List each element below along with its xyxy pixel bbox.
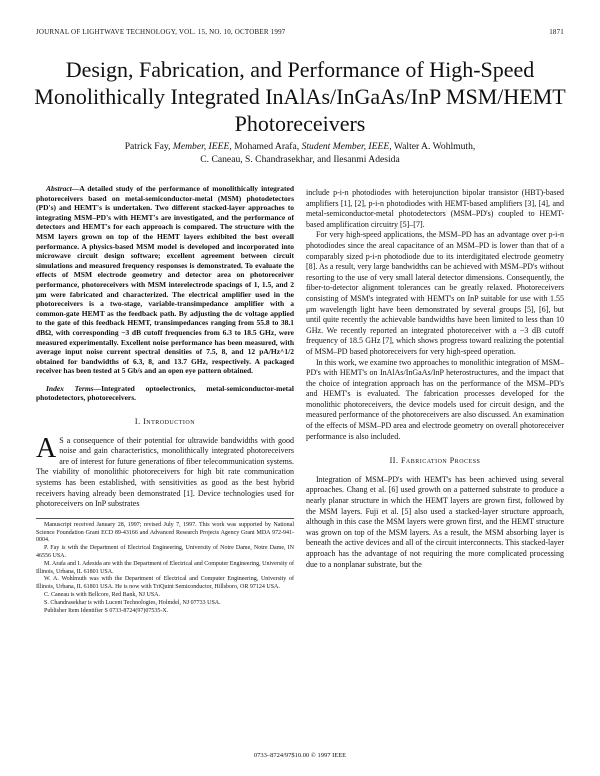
footnote: Publisher Item Identifier S 0733-8724(97)07535-X. [44, 607, 169, 614]
abstract-label: Abstract— [46, 184, 80, 193]
section-heading-fabrication: II. Fabrication Process [389, 456, 481, 466]
author-arafa: Mohamed Arafa, [234, 141, 300, 152]
body-paragraph: Integration of MSM–PD's with HEMT's has been achieved using several approaches. Chang et al. [6] used growth on a patterned substrate to produce a nearly planar structure in which the HEMT layers are grown first, followed by the MSM layers. Fuji et al. [5] also used a stacked-layer structure approach, although in this case the MSM layers were grown first, and the HEMT structure was grown on top of the MSM layers. As a result, the MSM absorbing layer is beneath the active devices and all of the circuit interconnects. This stacked-layer approach has the advantage of not requiring the more complicated processing due to a nonplanar substrate, but the [306, 474, 564, 569]
footnote: Manuscript received January 28, 1997; revised July 7, 1997. This work was supported by National Science Foundation Grant ECD 89-43166 and Advanced Research Projects Agency Grant MDA 972-941-0004. [36, 521, 294, 544]
intro-paragraph [36, 432, 294, 510]
author-role: Student Member, IEEE, [301, 141, 392, 152]
index-terms-text: Integrated optoelectronics, metal-semiconductor-metal photodetectors, photoreceivers. [36, 383, 294, 403]
footnote: W. A. Wohlmuth was with the Department of Electrical and Computer Engineering, University of Illinois, Urbana, IL 61801 USA. He is now with TriQuint Semiconductor, Hillsboro, OR 97124 USA. [36, 576, 294, 591]
author-wohlmuth: Walter A. Wohlmuth, [393, 141, 476, 152]
body-paragraph: In this work, we examine two approaches to monolithic integration of MSM–PD's with HEMT's on InAlAs/InGaAs/InP heterostructures, and the impact that the choice of integration approach has on the performance of the MSM–PD's and HEMT's is evaluated. The fabrication processes developed for the monolithic photoreceivers, the device models used for circuit design, and the measured performance of the photoreceivers are also discussed. An examination of the effects of MSM–PD area and electrode geometry on overall photoreceiver performance is also included. [306, 357, 564, 441]
body-paragraph: For very high-speed applications, the MSM–PD has an advantage over p-i-n photodiodes since the areal capacitance of an MSM–PD is lower than that of a comparably sized p-i-n photodiode due to its interdigitated electrode geometry [8]. As a result, very large bandwidths can be achieved with MSM–PD's without resorting to the use of very small lateral detector dimensions. Consequently, the fiber-to-detector alignment tolerances can be greatly relaxed. Photoreceivers consisting of MSM's integrated with HEMT's on InP suitable for use with 1.55 μm wavelength light have been demonstrated by several groups [5], [6], but until quite recently the achievable bandwidths have been limited to less than 10 GHz. We recently reported an integrated photoreceiver with a −3 dB cutoff frequency of 18.5 GHz [7], which shows progress toward realizing the potential of MSM–PD based photoreceivers for very high-speed operation. [306, 230, 564, 356]
footnotes [36, 518, 294, 616]
index-terms-label: Index Terms— [46, 383, 102, 393]
paper-title: Design, Fabrication, and Performance of High-Speed Monolithically Integrated InAlAs/InGaAs/InP MSM/HEMT Photoreceivers [34, 57, 566, 136]
abstract [36, 184, 294, 376]
journal-name: JOURNAL OF LIGHTWAVE TECHNOLOGY, VOL. 15, NO. 10, OCTOBER 1997 [36, 28, 286, 36]
footnote: P. Fay is with the Department of Electrical Engineering, University of Notre Dame, Notre Dame, IN 46556 USA. [36, 545, 294, 559]
author-line-2: C. Caneau, S. Chandrasekhar, and Ilesanmi Adesida [200, 154, 400, 165]
body-paragraph: include p-i-n photodiodes with heterojunction bipolar transistor (HBT)-based amplifiers [1], [2], p-i-n photodiodes with HEMT-based amplifiers [3], [4], and metal-semiconductor-metal photodetectors (MSM–PD's) coupled to HEMT-based amplification circuitry [5]–[7]. [306, 188, 564, 229]
author-block [30, 140, 570, 166]
drop-cap: A [36, 432, 57, 464]
author-line-1 [30, 140, 570, 153]
page-number: 1871 [549, 28, 564, 36]
author-role: Member, IEEE, [172, 141, 232, 152]
running-header [36, 28, 564, 36]
abstract-text: A detailed study of the performance of monolithically integrated photoreceivers based on metal-semiconductor-metal (MSM) photodetectors (PD's) and HEMT's is undertaken. Two different stacked-layer approaches to integrating MSM–PD's with HEMT's are investigated, and the performance of detectors and HEMT's for each approach is compared. The structure with the MSM layers grown on top of the HEMT layers exhibited the best overall performance. A physics-based MSM model is developed and incorporated into microwave circuit design software; excellent agreement between circuit simulations and measured frequency responses is demonstrated. To evaluate the effects of MSM electrode geometry and detector area on photoreceiver performance, photoreceivers with MSM interelectrode spacings of 1, 1.5, and 2 μm were fabricated and characterized. The electrical amplifier used in the photoreceivers is a two-stage, variable-transimpedance amplifier with a common-gate HEMT as the feedback path. By adjusting the dc voltage applied to the gate of this feedback HEMT, transimpedances ranging from 55.8 to 38.1 dBΩ, with corresponding −3 dB cutoff frequencies from 6.3 to 18.5 GHz, were measured experimentally. Excellent noise performance has been measured, with average input noise current spectral densities of 7.5, 8, and 12 pA/Hz^1/2 obtained for bandwidths of 6.3, 8, and 13.7 GHz, respectively. A packaged receiver has been tested at 5 Gb/s and an open eye pattern obtained. [36, 184, 294, 376]
section-heading-intro: I. Introduction [134, 417, 196, 427]
author-fay: Patrick Fay, [124, 141, 171, 152]
left-column [36, 184, 294, 615]
footnote: S. Chandrasekhar is with Lucent Technologies, Holmdel, NJ 07733 USA. [44, 599, 221, 606]
right-column [306, 188, 564, 570]
copyright-footer: 0733–8724/97$10.00 © 1997 IEEE [253, 752, 347, 759]
index-terms [36, 384, 294, 403]
intro-text: S a consequence of their potential for ultrawide bandwidths with good noise and gain characteristics, monolithically integrated photoreceivers are of interest for future generations of fiber telecommunication systems. The viability of monolithic photoreceivers for high bit rate communication systems has been established, with sensitivities as good as the best hybrid receivers having already been demonstrated [1]. Device technologies used for photoreceivers on InP substrates [36, 435, 294, 509]
footnote: C. Caneau is with Bellcore, Red Bank, NJ USA. [44, 591, 160, 598]
footnote: M. Arafa and I. Adesida are with the Department of Electrical and Computer Engineering, University of Illinois, Urbana, IL 61801 USA. [36, 560, 294, 575]
